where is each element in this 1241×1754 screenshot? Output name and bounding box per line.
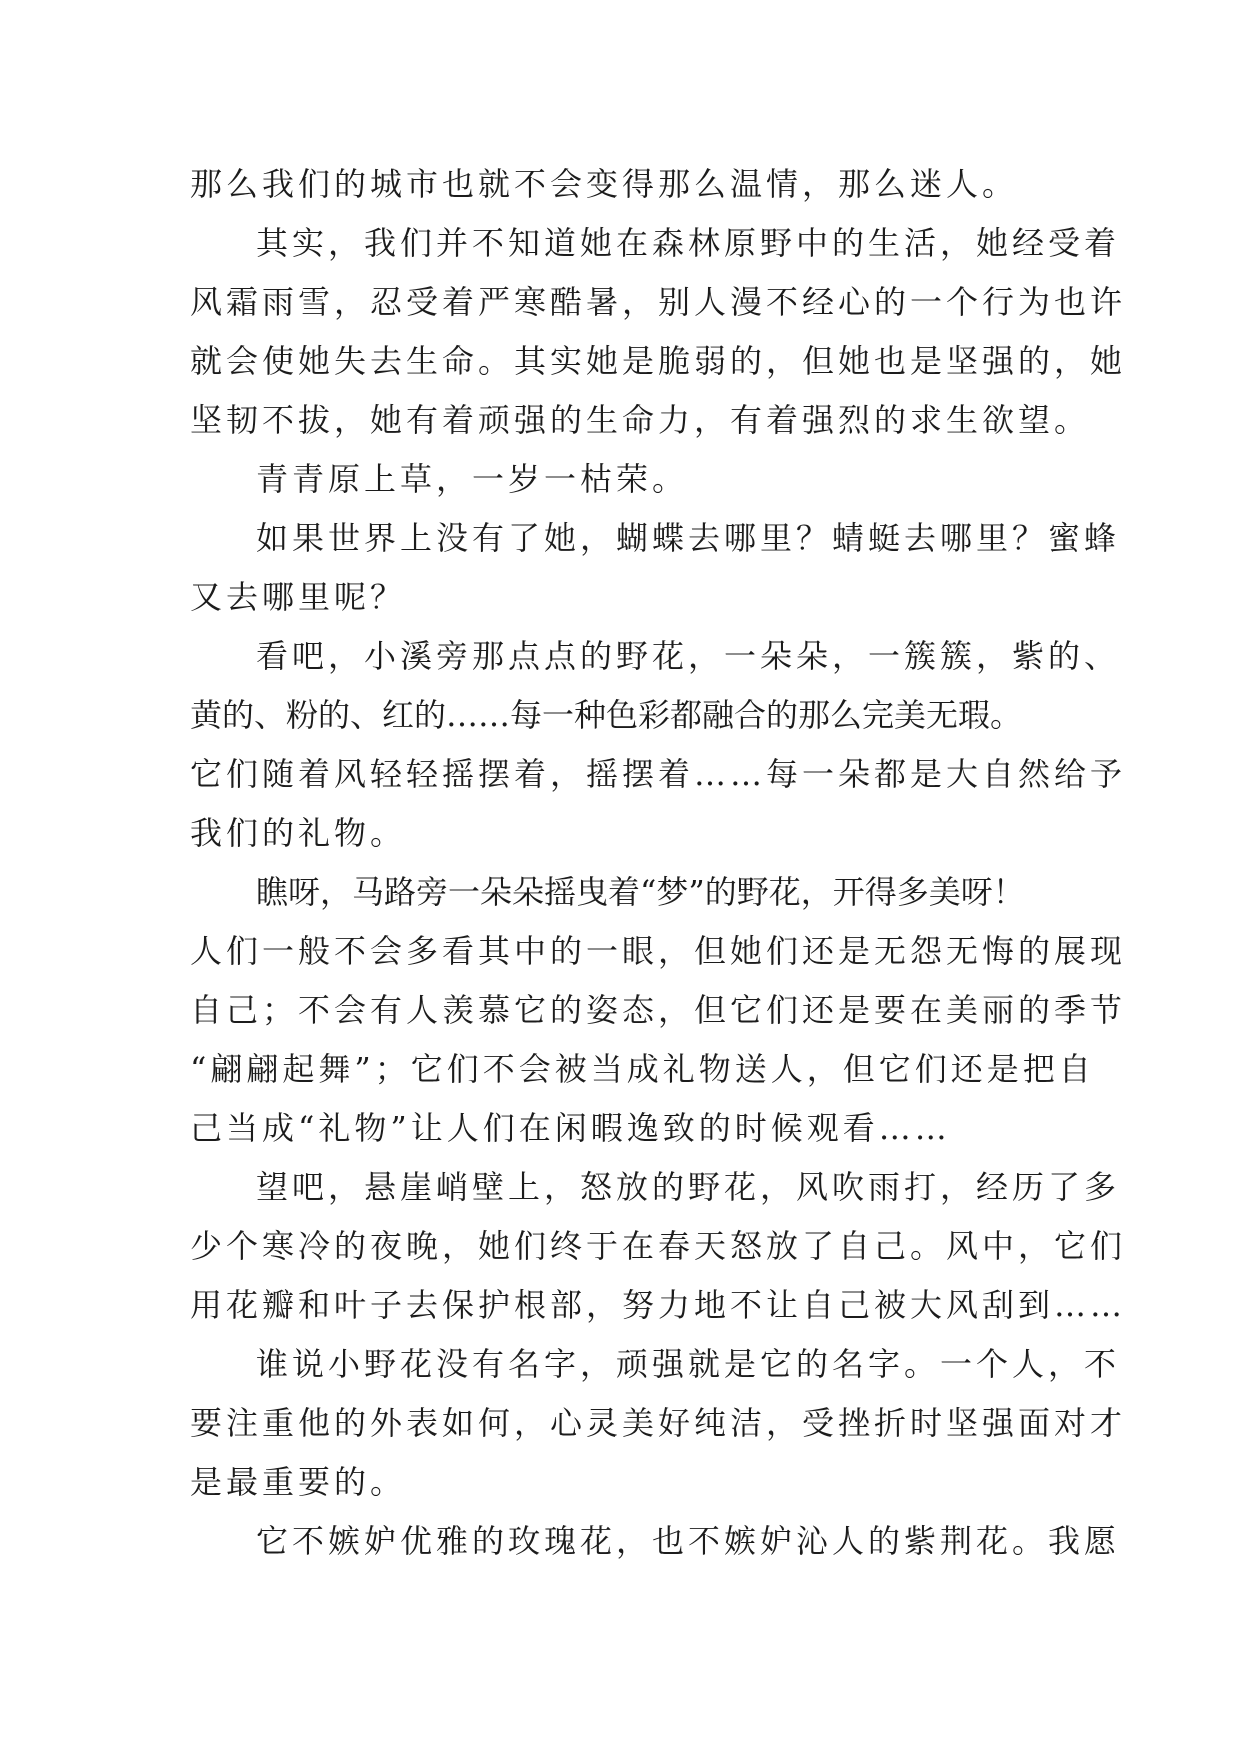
- text-line: 又去哪里呢？: [190, 578, 407, 616]
- paragraph-2: [190, 214, 1127, 450]
- text-line: 己当成“礼物”让人们在闲暇逸致的时候观看……: [190, 1109, 951, 1147]
- text-line: 那么我们的城市也就不会变得那么温情，那么迷人。: [190, 165, 1019, 203]
- text-line: 我们的礼物。: [190, 814, 407, 852]
- text-line: 风霜雨雪，忍受着严寒酷暑，别人漫不经心的一个行为也许: [190, 283, 1127, 321]
- text-line: 用花瓣和叶子去保护根部，努力地不让自己被大风刮到……: [190, 1286, 1127, 1324]
- text-line: 谁说小野花没有名字，顽强就是它的名字。一个人，不: [256, 1345, 1121, 1383]
- text-line: 看吧，小溪旁那点点的野花，一朵朵，一簇簇，紫的、: [256, 637, 1121, 675]
- text-line: 如果世界上没有了她，蝴蝶去哪里？蜻蜓去哪里？蜜蜂: [256, 519, 1121, 557]
- paragraph-9: [190, 1512, 1121, 1571]
- text-line: 它们随着风轻轻摇摆着，摇摆着……每一朵都是大自然给予: [190, 755, 1127, 793]
- text-line: 人们一般不会多看其中的一眼，但她们还是无怨无悔的展现: [190, 932, 1127, 970]
- paragraph-1: [190, 155, 1070, 214]
- text-line: 要注重他的外表如何，心灵美好纯洁，受挫折时坚强面对才: [190, 1404, 1127, 1442]
- text-line: 就会使她失去生命。其实她是脆弱的，但她也是坚强的，她: [190, 342, 1127, 380]
- document-body: [190, 155, 1127, 1571]
- paragraph-5: [190, 627, 1127, 863]
- paragraph-3: [190, 450, 1070, 509]
- text-line: 望吧，悬崖峭壁上，怒放的野花，风吹雨打，经历了多: [256, 1168, 1121, 1206]
- text-line: 少个寒冷的夜晚，她们终于在春天怒放了自己。风中，它们: [190, 1227, 1127, 1265]
- text-line: 自己；不会有人羡慕它的姿态，但它们还是要在美丽的季节: [190, 991, 1127, 1029]
- text-line: 青青原上草，一岁一枯荣。: [256, 460, 689, 498]
- paragraph-6: [190, 863, 1127, 1158]
- paragraph-7: [190, 1158, 1127, 1335]
- text-line: 它不嫉妒优雅的玫瑰花，也不嫉妒沁人的紫荆花。我愿: [256, 1522, 1121, 1560]
- paragraph-4: [190, 509, 1121, 627]
- text-line: 坚韧不拔，她有着顽强的生命力，有着强烈的求生欲望。: [190, 401, 1091, 439]
- text-line: 黄的、粉的、红的……每一种色彩都融合的那么完美无瑕。: [190, 696, 1023, 734]
- paragraph-8: [190, 1335, 1127, 1512]
- text-line: 瞧呀，马路旁一朵朵摇曳着“梦”的野花，开得多美呀！: [256, 873, 1025, 911]
- text-line: 是最重要的。: [190, 1463, 407, 1501]
- text-line: “翩翩起舞”；它们不会被当成礼物送人，但它们还是把自: [190, 1050, 1095, 1088]
- text-line: 其实，我们并不知道她在森林原野中的生活，她经受着: [256, 224, 1121, 262]
